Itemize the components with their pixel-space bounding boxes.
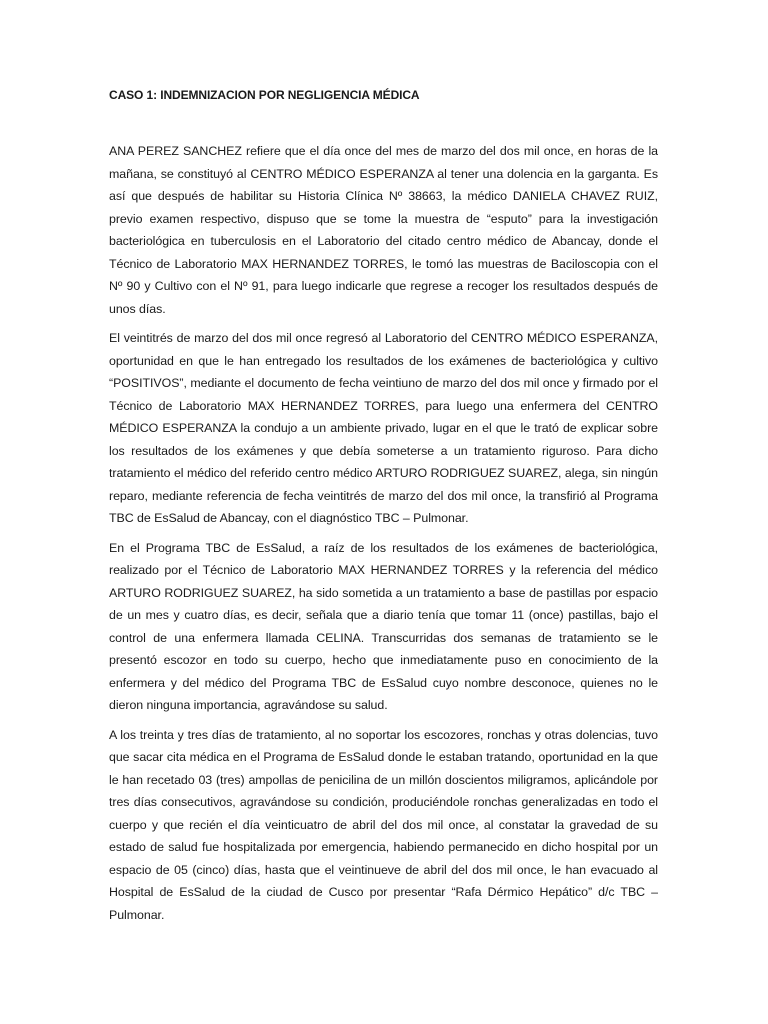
paragraph-1: ANA PEREZ SANCHEZ refiere que el día once del mes de marzo del dos mil once, en horas de la mañana, se constituyó al CENTRO MÉDICO ESPERANZA al tener una dolencia en la garganta. Es así que después de habilitar su Historia Clínica Nº 38663, la médico DANIELA CHAVEZ RUIZ, previo examen respectivo, dispuso que se tome la muestra de “esputo” para la investigación bacteriológica en tuberculosis en el Laboratorio del citado centro médico de Abancay, donde el Técnico de Laboratorio MAX HERNANDEZ TORRES, le tomó las muestras de Baciloscopia con el Nº 90 y Cultivo con el Nº 91, para luego indicarle que regrese a recoger los resultados después de unos días. xyxy=(109,144,658,316)
paragraph-3: En el Programa TBC de EsSalud, a raíz de los resultados de los exámenes de bacteriológica, realizado por el Técnico de Laboratorio MAX HERNANDEZ TORRES y la referencia del médico ARTURO RODRIGUEZ SUAREZ, ha sido sometida a un tratamiento a base de pastillas por espacio de un mes y cuatro días, es decir, señala que a diario tenía que tomar 11 (once) pastillas, bajo el control de una enfermera llamada CELINA. Transcurridas dos semanas de tratamiento se le presentó escozor en todo su cuerpo, hecho que inmediatamente puso en conocimiento de la enfermera y del médico del Programa TBC de EsSalud cuyo nombre desconoce, quienes no le dieron ninguna importancia, agravándose su salud. xyxy=(109,540,658,712)
document-title: CASO 1: INDEMNIZACION POR NEGLIGENCIA MÉDICA xyxy=(109,88,420,102)
paragraph-4: A los treinta y tres días de tratamiento, al no soportar los escozores, ronchas y otras dolencias, tuvo que sacar cita médica en el Programa de EsSalud donde le estaban tratando, oportunidad en la que le han recetado 03 (tres) ampollas de penicilina de un millón doscientos miligramos, aplicándole por tres días consecutivos, agravándose su condición, produciéndole ronchas generalizadas en todo el cuerpo y que recién el día veinticuatro de abril del dos mil once, al constatar la gravedad de su estado de salud fue hospitalizada por emergencia, habiendo permanecido en dicho hospital por un espacio de 05 (cinco) días, hasta que el veintinueve de abril del dos mil once, le han evacuado al Hospital de EsSalud de la ciudad de Cusco por presentar “Rafa Dérmico Hepático” d/c TBC – Pulmonar. xyxy=(109,727,658,922)
document-page xyxy=(109,86,658,933)
paragraph-2: El veintitrés de marzo del dos mil once regresó al Laboratorio del CENTRO MÉDICO ESPERANZA, oportunidad en que le han entregado los resultados de los exámenes de bacteriológica y cultivo “POSITIVOS”, mediante el documento de fecha veintiuno de marzo del dos mil once y firmado por el Técnico de Laboratorio MAX HERNANDEZ TORRES, para luego una enfermera del CENTRO MÉDICO ESPERANZA la condujo a un ambiente privado, lugar en el que le trató de explicar sobre los resultados de los exámenes y que debía someterse a un tratamiento riguroso. Para dicho tratamiento el médico del referido centro médico ARTURO RODRIGUEZ SUAREZ, alega, sin ningún reparo, mediante referencia de fecha veintitrés de marzo del dos mil once, la transfirió al Programa TBC de EsSalud de Abancay, con el diagnóstico TBC – Pulmonar. xyxy=(109,331,658,525)
